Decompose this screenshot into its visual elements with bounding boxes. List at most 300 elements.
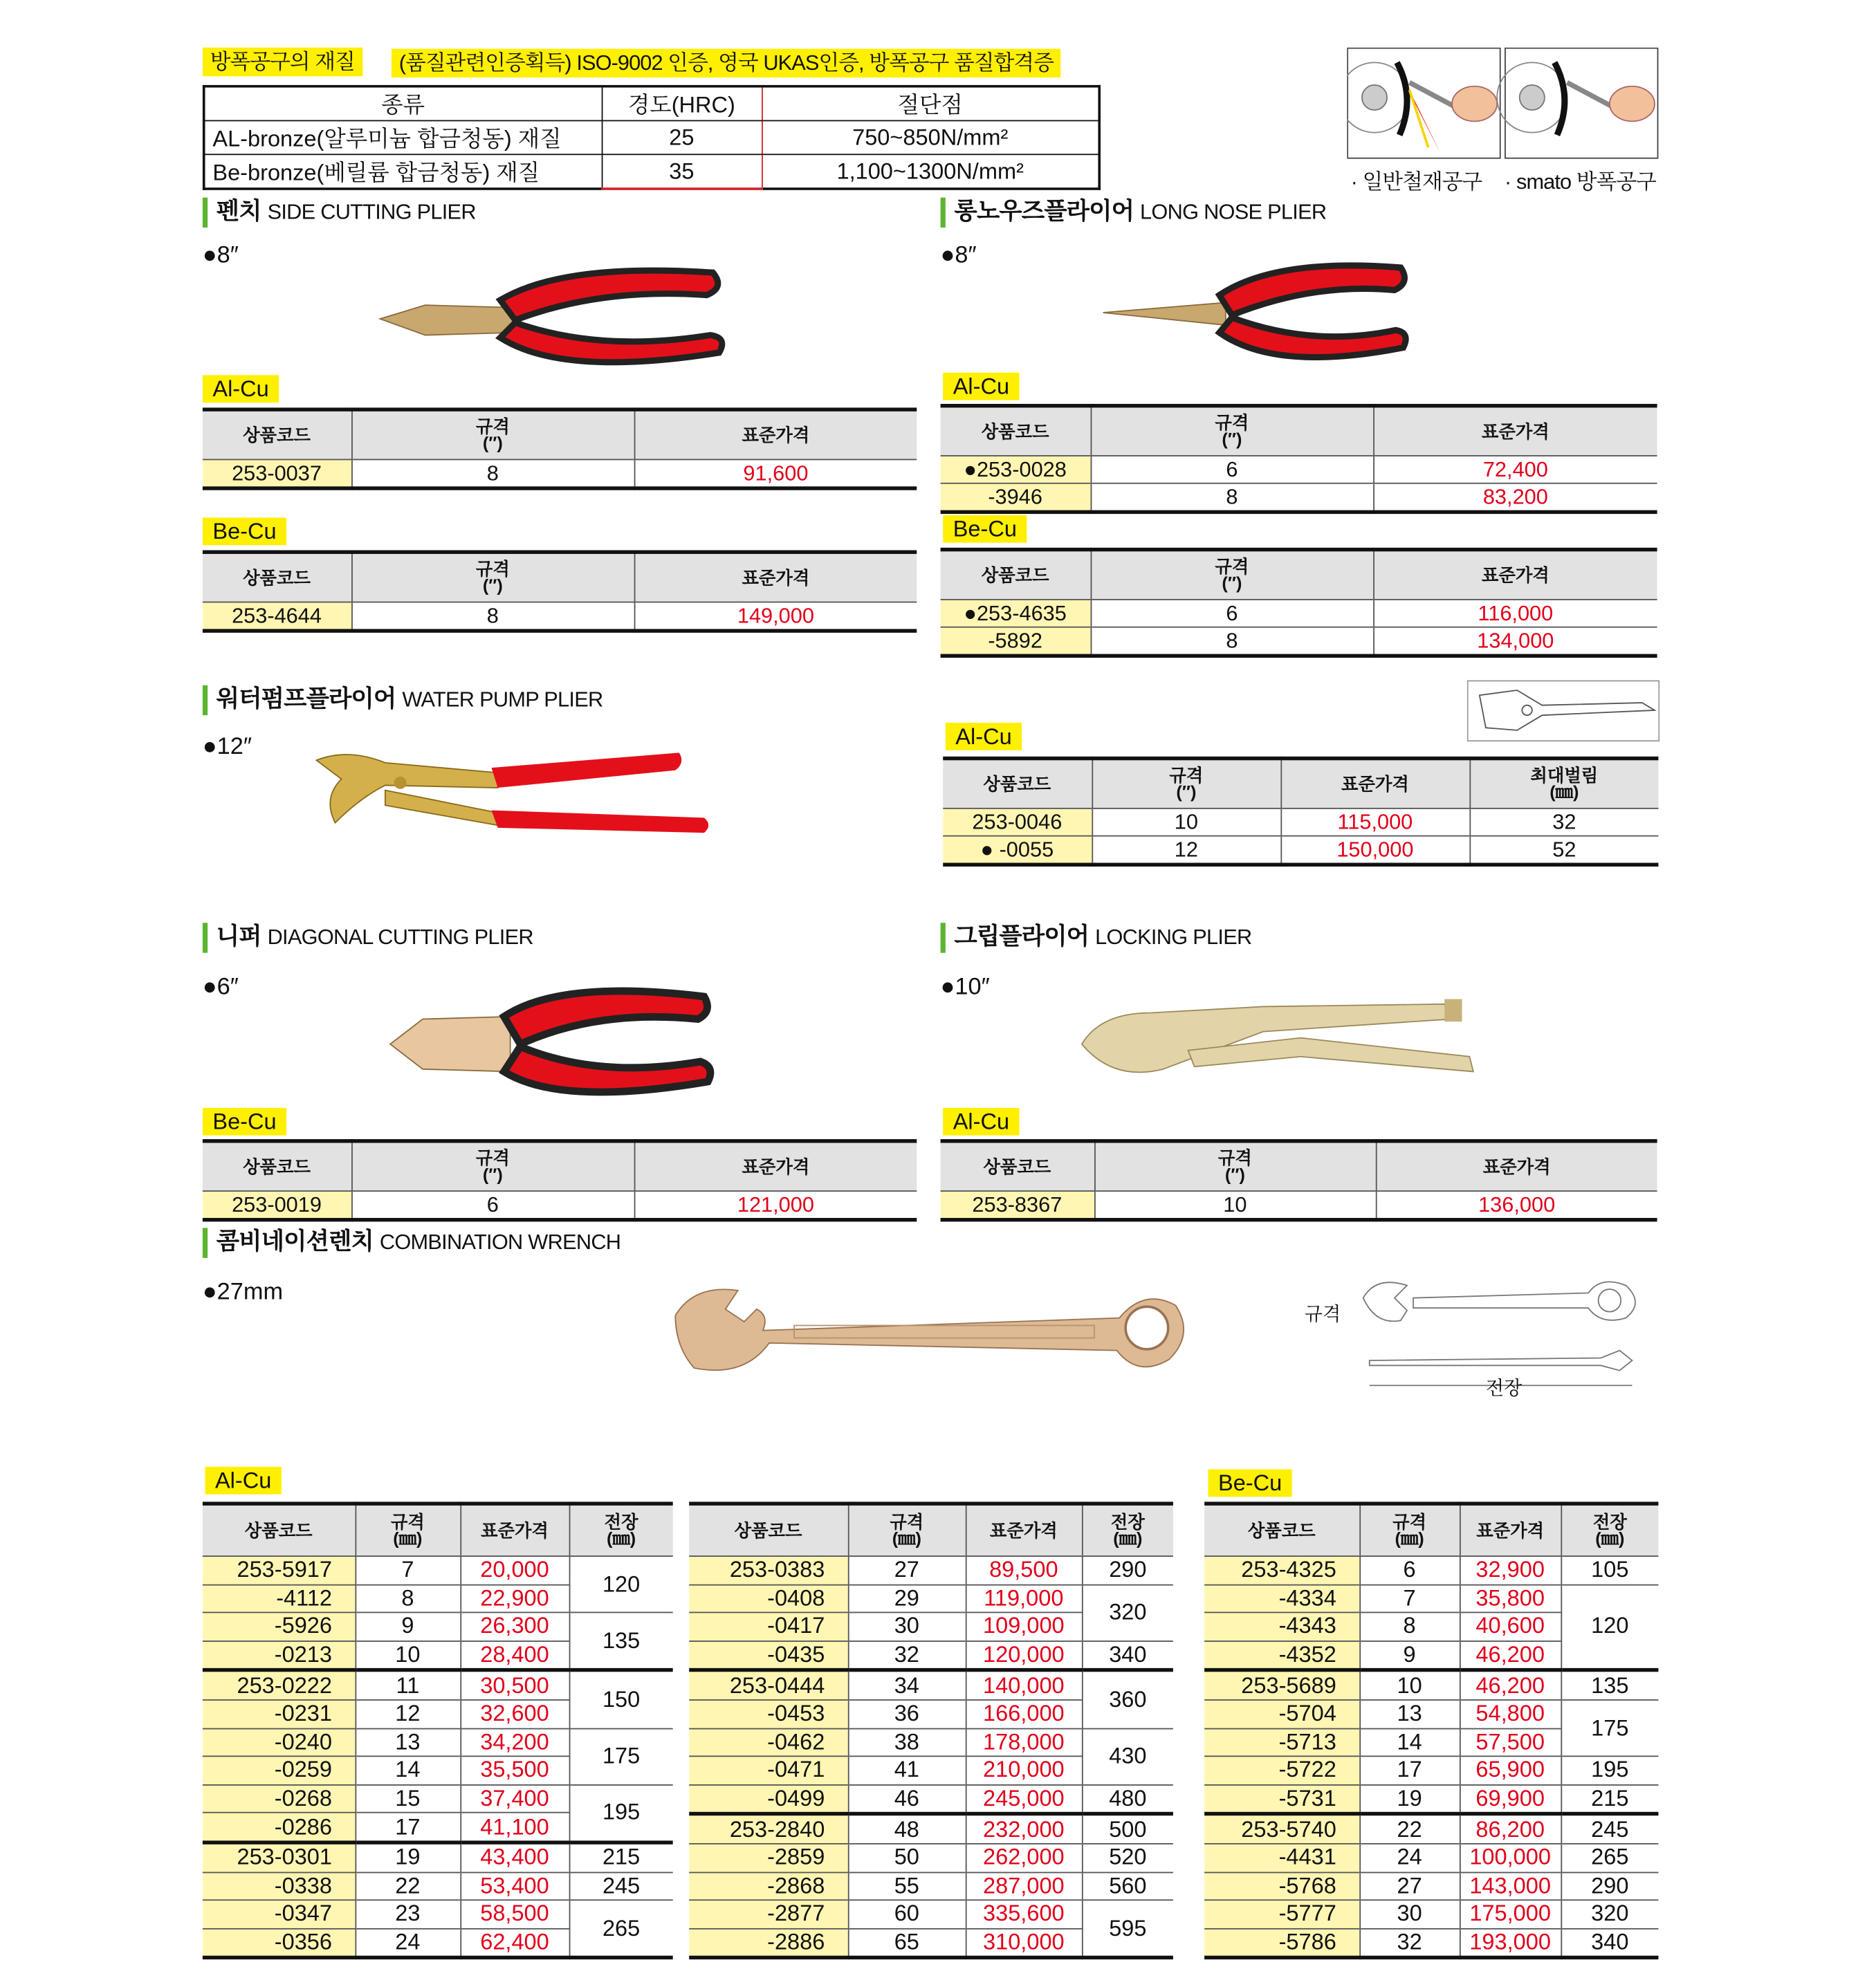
table-row [1204, 1928, 1658, 1958]
cell-code: -0462 [689, 1728, 848, 1757]
title-ko: 펜치 [216, 198, 261, 225]
cell-size: 27 [1359, 1872, 1460, 1901]
column-header: 상품코드 [943, 759, 1092, 808]
column-header: 표준가격 [634, 552, 917, 602]
cell-price: 166,000 [966, 1700, 1082, 1728]
cell-code: -0231 [203, 1700, 356, 1728]
column-header: 규격 (㎜) [848, 1504, 966, 1556]
cell-length: 560 [1082, 1872, 1173, 1901]
cell-code: 253-4325 [1204, 1556, 1359, 1584]
cell-length: 245 [569, 1872, 673, 1901]
cell-size: 12 [355, 1700, 460, 1728]
title-en: LONG NOSE PLIER [1140, 200, 1327, 224]
cell-size: 10 [1094, 1191, 1376, 1220]
cell-length: 340 [1082, 1641, 1173, 1671]
section-title-locking [941, 923, 1252, 952]
cell-length: 265 [569, 1900, 673, 1958]
cell-price: 86,200 [1460, 1814, 1561, 1844]
column-header: 상품코드 [689, 1504, 848, 1556]
cell-size: 8 [351, 459, 634, 488]
cell-size: 24 [355, 1928, 460, 1958]
table-row [941, 627, 1657, 656]
cell-size: 32 [848, 1641, 966, 1671]
cell-length: 105 [1561, 1556, 1658, 1584]
cell-size: 50 [848, 1844, 966, 1872]
tag-al-cu: Al-Cu [943, 373, 1019, 400]
material-row [204, 154, 1100, 189]
cell-price: 40,600 [1460, 1613, 1561, 1641]
column-header: 상품코드 [203, 1141, 351, 1191]
material-table-header [204, 86, 1100, 121]
cell-code: -2859 [689, 1844, 848, 1872]
wrench-alcu-table-2 [689, 1501, 1173, 1959]
table-row [203, 602, 917, 631]
cell-price: 22,900 [460, 1584, 569, 1613]
cell-code: -2868 [689, 1872, 848, 1901]
size-label: ●8″ [202, 242, 239, 269]
table-row [941, 483, 1657, 512]
column-header: 표준가격 [634, 409, 917, 459]
title-ko: 니퍼 [216, 924, 261, 951]
material-cut: 1,100~1300N/mm² [762, 154, 1099, 189]
cell-size: 22 [1359, 1814, 1460, 1844]
cell-code: -0453 [689, 1700, 848, 1728]
cell-size: 13 [355, 1728, 460, 1757]
tag-be-cu: Be-Cu [203, 1108, 286, 1136]
table-row [203, 1670, 673, 1700]
cell-price: 210,000 [966, 1757, 1082, 1785]
cell-size: 29 [848, 1584, 966, 1613]
cell-price: 35,800 [1460, 1584, 1561, 1613]
cell-code: 253-5740 [1204, 1814, 1359, 1844]
table-row [1204, 1584, 1658, 1613]
cell-price: 120,000 [966, 1641, 1082, 1671]
cell-code: -0259 [203, 1757, 356, 1785]
cell-size: 8 [1091, 483, 1374, 512]
cell-code: -5713 [1204, 1728, 1359, 1757]
column-header: 전장 (㎜) [1082, 1504, 1173, 1556]
cell-size: 41 [848, 1757, 966, 1785]
side-cutting-plier-image [375, 263, 725, 378]
cell-size: 14 [1359, 1728, 1460, 1757]
column-header: 상품코드 [203, 552, 351, 602]
table-row [1204, 1784, 1658, 1814]
section-title-side-cutting [203, 198, 476, 228]
material-type: Be-bronze(베릴륨 합금청동) 재질 [204, 154, 602, 189]
water-pump-plier-image [310, 748, 717, 835]
cell-code: 253-0222 [203, 1670, 356, 1700]
water-pump-alcu-table [943, 757, 1658, 867]
column-header: 규격 (㎜) [1359, 1504, 1460, 1556]
cell-size: 34 [848, 1670, 966, 1700]
size-label: ●10″ [940, 974, 990, 1001]
table-row [941, 1191, 1657, 1220]
cell-price: 262,000 [966, 1844, 1082, 1872]
col-type: 종류 [204, 86, 602, 121]
table-row [689, 1844, 1173, 1872]
column-header: 규격 (″) [1091, 550, 1374, 600]
table-row [1204, 1900, 1658, 1928]
cell-price: 83,200 [1373, 483, 1657, 512]
cell-size: 22 [355, 1872, 460, 1901]
column-header: 상품코드 [203, 1504, 356, 1556]
cell-price: 150,000 [1280, 836, 1469, 865]
cell-length: 360 [1082, 1670, 1173, 1728]
cell-size: 9 [355, 1613, 460, 1641]
table-header-row [203, 552, 917, 602]
table-row [689, 1584, 1173, 1613]
cell-price: 26,300 [460, 1613, 569, 1641]
cell-price: 287,000 [966, 1872, 1082, 1901]
column-header: 표준가격 [1373, 406, 1657, 456]
combination-wrench-image [669, 1278, 1192, 1380]
cell-price: 37,400 [460, 1784, 569, 1813]
cell-code: -5731 [1204, 1784, 1359, 1814]
column-header: 규격 (″) [351, 409, 634, 459]
table-row [943, 808, 1658, 836]
cell-code: -0471 [689, 1757, 848, 1785]
cell-code: -0286 [203, 1813, 356, 1842]
cell-price: 69,900 [1460, 1784, 1561, 1814]
section-title-diagonal [203, 923, 533, 952]
cell-code: -2886 [689, 1928, 848, 1958]
column-header: 규격 (″) [1092, 759, 1280, 808]
tag-be-cu: Be-Cu [943, 515, 1027, 543]
material-cut: 750~850N/mm² [762, 120, 1099, 154]
cell-price: 35,500 [460, 1757, 569, 1785]
table-row [203, 1613, 673, 1641]
cell-length: 340 [1561, 1928, 1658, 1958]
cell-price: 34,200 [460, 1728, 569, 1757]
cell-size: 30 [848, 1613, 966, 1641]
cell-code: -5704 [1204, 1700, 1359, 1728]
cell-code: -4334 [1204, 1584, 1359, 1613]
smato-tool-caption: · smato 방폭공구 [1505, 169, 1656, 194]
table-header-row [203, 1504, 673, 1556]
cell-length: 175 [1561, 1700, 1658, 1757]
cell-size: 11 [355, 1670, 460, 1700]
title-en: DIAGONAL CUTTING PLIER [267, 925, 533, 950]
cell-size: 17 [1359, 1757, 1460, 1785]
cell-length: 245 [1561, 1814, 1658, 1844]
table-row [689, 1814, 1173, 1844]
cell-open: 52 [1469, 836, 1658, 865]
title-en: WATER PUMP PLIER [402, 687, 603, 712]
cell-size: 6 [1091, 600, 1374, 627]
column-header: 표준가격 [1373, 550, 1657, 600]
column-header: 최대벌림 (㎜) [1469, 759, 1658, 808]
cell-open: 32 [1469, 808, 1658, 836]
cell-length: 430 [1082, 1728, 1173, 1785]
cell-price: 245,000 [966, 1784, 1082, 1814]
cell-price: 136,000 [1376, 1191, 1657, 1220]
column-header: 표준가격 [1460, 1504, 1561, 1556]
title-en: SIDE CUTTING PLIER [267, 200, 476, 224]
table-row [1204, 1757, 1658, 1785]
cell-size: 60 [848, 1900, 966, 1928]
cell-price: 178,000 [966, 1728, 1082, 1757]
cell-code: 253-0444 [689, 1670, 848, 1700]
cell-length: 595 [1082, 1900, 1173, 1958]
cell-size: 10 [1359, 1670, 1460, 1700]
cell-price: 116,000 [1373, 600, 1657, 627]
cell-price: 30,500 [460, 1670, 569, 1700]
cell-size: 19 [1359, 1784, 1460, 1814]
table-header-row [941, 1141, 1657, 1191]
cell-code: 253-0037 [203, 459, 351, 488]
cell-size: 46 [848, 1784, 966, 1814]
column-header: 전장 (㎜) [1561, 1504, 1658, 1556]
cell-price: 89,500 [966, 1556, 1082, 1584]
size-label: ●12″ [202, 734, 252, 761]
wrench-alcu-table-1 [203, 1501, 673, 1959]
tag-al-cu: Al-Cu [946, 723, 1022, 750]
cell-code: -4343 [1204, 1613, 1359, 1641]
cell-price: 41,100 [460, 1813, 569, 1842]
cell-size: 30 [1359, 1900, 1460, 1928]
col-cut: 절단점 [762, 86, 1099, 121]
spark-comparison-image [1347, 48, 1659, 160]
side-cutting-becu-table [203, 551, 917, 633]
column-header: 상품코드 [941, 406, 1091, 456]
section-title-long-nose [941, 198, 1327, 228]
cell-size: 8 [1359, 1613, 1460, 1641]
table-row [203, 1872, 673, 1901]
column-header: 표준가격 [966, 1504, 1082, 1556]
material-hardness: 35 [602, 154, 762, 189]
long-nose-becu-table [941, 548, 1657, 658]
table-header-row [1204, 1504, 1658, 1556]
cell-size: 6 [1091, 456, 1374, 483]
diagonal-becu-table [203, 1139, 917, 1221]
tag-be-cu: Be-Cu [1208, 1469, 1292, 1497]
cell-code: -0356 [203, 1928, 356, 1958]
cell-price: 140,000 [966, 1670, 1082, 1700]
cell-code: 253-5917 [203, 1556, 356, 1584]
table-row [203, 459, 917, 488]
cell-price: 175,000 [1460, 1900, 1561, 1928]
table-row [689, 1784, 1173, 1814]
locking-alcu-table [941, 1139, 1657, 1221]
cell-price: 149,000 [634, 602, 917, 631]
cell-price: 100,000 [1460, 1844, 1561, 1872]
col-hardness: 경도(HRC) [602, 86, 762, 121]
cell-price: 54,800 [1460, 1700, 1561, 1728]
long-nose-alcu-table [941, 404, 1657, 514]
table-row [1204, 1556, 1658, 1584]
table-row [1204, 1844, 1658, 1872]
locking-plier-image [1076, 994, 1476, 1088]
table-row [203, 1900, 673, 1928]
cell-size: 7 [355, 1556, 460, 1584]
cell-code: -0417 [689, 1613, 848, 1641]
cell-size: 27 [848, 1556, 966, 1584]
cell-price: 32,600 [460, 1700, 569, 1728]
column-header: 규격 (″) [351, 1141, 634, 1191]
cell-price: 46,200 [1460, 1641, 1561, 1671]
cell-code: -0240 [203, 1728, 356, 1757]
cell-code: 253-4644 [203, 602, 351, 631]
table-row [203, 1784, 673, 1813]
cell-price: 58,500 [460, 1900, 569, 1928]
cell-length: 175 [569, 1728, 673, 1785]
column-header: 표준가격 [1376, 1141, 1657, 1191]
cell-code: -5768 [1204, 1872, 1359, 1901]
cell-length: 135 [1561, 1670, 1658, 1700]
cell-code: -5926 [203, 1613, 356, 1641]
column-header: 상품코드 [941, 1141, 1094, 1191]
column-header: 표준가격 [634, 1141, 917, 1191]
material-badge: 방폭공구의 재질 [203, 48, 362, 77]
cell-size: 36 [848, 1700, 966, 1728]
cell-size: 14 [355, 1757, 460, 1785]
tag-al-cu: Al-Cu [943, 1108, 1019, 1136]
cell-price: 20,000 [460, 1556, 569, 1584]
cell-size: 8 [1091, 627, 1374, 656]
cell-price: 121,000 [634, 1191, 917, 1220]
cell-length: 320 [1082, 1584, 1173, 1641]
tag-al-cu: Al-Cu [203, 375, 279, 403]
cell-price: 109,000 [966, 1613, 1082, 1641]
cell-length: 195 [569, 1784, 673, 1842]
cell-code: -0408 [689, 1584, 848, 1613]
cell-code: ●253-4635 [941, 600, 1091, 627]
cell-code: -0435 [689, 1641, 848, 1671]
cell-price: 72,400 [1373, 456, 1657, 483]
cell-code: 253-8367 [941, 1191, 1094, 1220]
size-label: ●27mm [202, 1279, 284, 1306]
table-row [1204, 1700, 1658, 1728]
cell-length: 320 [1561, 1900, 1658, 1928]
cell-size: 17 [355, 1813, 460, 1842]
material-table [203, 85, 1101, 190]
table-header-row [943, 759, 1658, 808]
table-row [689, 1670, 1173, 1700]
material-hardness: 25 [602, 120, 762, 154]
table-row [941, 600, 1657, 627]
material-row [204, 120, 1100, 154]
cell-code: -0499 [689, 1784, 848, 1814]
tag-al-cu: Al-Cu [205, 1467, 282, 1495]
table-row [943, 836, 1658, 865]
cell-length: 500 [1082, 1814, 1173, 1844]
cell-size: 38 [848, 1728, 966, 1757]
title-en: COMBINATION WRENCH [379, 1230, 621, 1255]
cell-price: 32,900 [1460, 1556, 1561, 1584]
table-row [941, 456, 1657, 483]
cell-length: 215 [569, 1842, 673, 1872]
size-label: ●8″ [940, 242, 977, 269]
cell-price: 232,000 [966, 1814, 1082, 1844]
cell-price: 115,000 [1280, 808, 1469, 836]
section-title-wrench [203, 1228, 620, 1257]
table-row [689, 1641, 1173, 1671]
cell-price: 28,400 [460, 1641, 569, 1671]
side-cutting-alcu-table [203, 407, 917, 490]
table-row [203, 1556, 673, 1584]
table-row [1204, 1670, 1658, 1700]
cell-length: 215 [1561, 1784, 1658, 1814]
cell-code: 253-5689 [1204, 1670, 1359, 1700]
cell-length: 520 [1082, 1844, 1173, 1872]
cell-size: 6 [351, 1191, 634, 1220]
title-ko: 롱노우즈플라이어 [954, 198, 1134, 225]
table-header-row [203, 409, 917, 459]
cell-length: 195 [1561, 1757, 1658, 1785]
diagram-size-label: 규격 [1304, 1304, 1341, 1326]
material-type: AL-bronze(알루미늄 합금청동) 재질 [204, 120, 602, 154]
section-title-water-pump [203, 685, 603, 715]
cell-size: 7 [1359, 1584, 1460, 1613]
cell-code: -0347 [203, 1900, 356, 1928]
cell-size: 24 [1359, 1844, 1460, 1872]
column-header: 규격 (″) [1094, 1141, 1376, 1191]
cell-size: 9 [1359, 1641, 1460, 1671]
cell-price: 193,000 [1460, 1928, 1561, 1958]
cell-code: -4431 [1204, 1844, 1359, 1872]
cell-code: -5786 [1204, 1928, 1359, 1958]
column-header: 상품코드 [203, 409, 351, 459]
column-header: 표준가격 [1280, 759, 1469, 808]
cell-size: 15 [355, 1784, 460, 1813]
table-header-row [689, 1504, 1173, 1556]
column-header: 전장 (㎜) [569, 1504, 673, 1556]
title-ko: 워터펌프플라이어 [216, 686, 396, 713]
table-row [689, 1556, 1173, 1584]
cell-code: -0338 [203, 1872, 356, 1901]
column-header: 규격 (″) [1091, 406, 1374, 456]
diagonal-cutting-plier-image [385, 981, 717, 1107]
cell-code: -5892 [941, 627, 1091, 656]
cell-code: 253-0383 [689, 1556, 848, 1584]
column-header: 상품코드 [941, 550, 1091, 600]
title-en: LOCKING PLIER [1095, 925, 1252, 950]
cell-price: 62,400 [460, 1928, 569, 1958]
cell-price: 335,600 [966, 1900, 1082, 1928]
wrench-becu-table [1204, 1501, 1658, 1959]
cell-price: 43,400 [460, 1842, 569, 1872]
title-ko: 그립플라이어 [954, 924, 1089, 951]
max-opening-diagram [1467, 681, 1659, 743]
cell-size: 10 [1092, 808, 1280, 836]
cell-price: 91,600 [634, 459, 917, 488]
cell-code: 253-0301 [203, 1842, 356, 1872]
cell-code: -0213 [203, 1641, 356, 1671]
cell-price: 57,500 [1460, 1728, 1561, 1757]
cell-length: 480 [1082, 1784, 1173, 1814]
cell-length: 120 [569, 1556, 673, 1613]
cell-code: ●253-0028 [941, 456, 1091, 483]
cell-size: 19 [355, 1842, 460, 1872]
table-row [1204, 1814, 1658, 1844]
cell-code: -0268 [203, 1784, 356, 1813]
cell-size: 32 [1359, 1928, 1460, 1958]
cell-price: 134,000 [1373, 627, 1657, 656]
cell-length: 265 [1561, 1844, 1658, 1872]
cell-size: 8 [351, 602, 634, 631]
cell-code: 253-0046 [943, 808, 1092, 836]
size-label: ●6″ [202, 974, 239, 1001]
long-nose-plier-image [1101, 257, 1413, 372]
cell-code: ● -0055 [943, 836, 1092, 865]
table-header-row [941, 406, 1657, 456]
table-row [1204, 1872, 1658, 1901]
cell-code: -5777 [1204, 1900, 1359, 1928]
cell-code: -2877 [689, 1900, 848, 1928]
diagram-length-label: 전장 [1485, 1378, 1523, 1400]
cell-size: 10 [355, 1641, 460, 1671]
cell-code: -4112 [203, 1584, 356, 1613]
